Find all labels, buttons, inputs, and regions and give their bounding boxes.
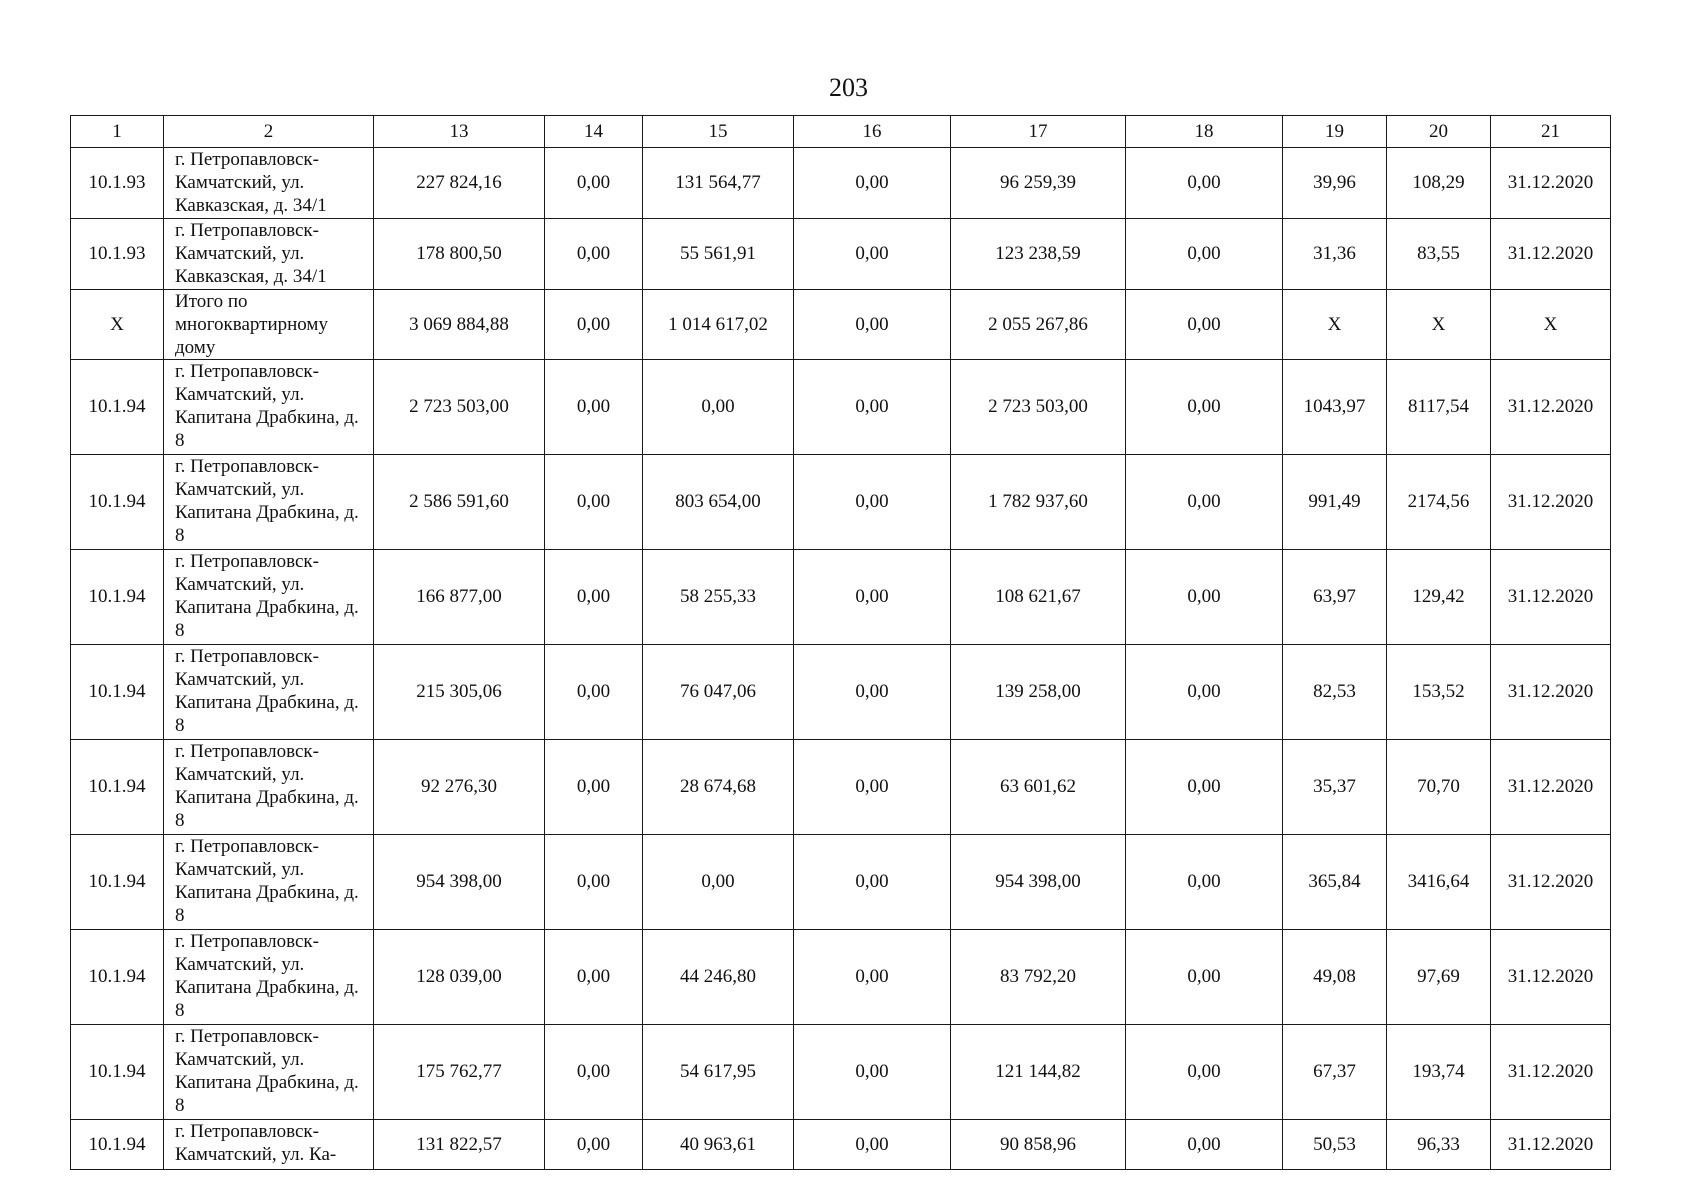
col-13-cell: 128 039,00 [374, 930, 545, 1025]
col-17-cell: 108 621,67 [951, 550, 1126, 645]
col-18-cell: 0,00 [1126, 1025, 1283, 1120]
address-cell: г. Петропавловск-Камчатский, ул. Капитана Драбкина, д. 8 [164, 645, 374, 740]
col-16-cell: 0,00 [794, 740, 951, 835]
header-cell: 2 [164, 116, 374, 148]
address-cell: г. Петропавловск-Камчатский, ул. Капитана Драбкина, д. 8 [164, 550, 374, 645]
col-15-cell: 55 561,91 [643, 219, 794, 290]
col-20-cell: 193,74 [1387, 1025, 1491, 1120]
col-15-cell: 58 255,33 [643, 550, 794, 645]
col-20-cell: 129,42 [1387, 550, 1491, 645]
col-17-cell: 139 258,00 [951, 645, 1126, 740]
row-number-cell: 10.1.94 [71, 1120, 164, 1170]
header-cell: 1 [71, 116, 164, 148]
address-cell: г. Петропавловск-Камчатский, ул. Капитана Драбкина, д. 8 [164, 930, 374, 1025]
col-16-cell: 0,00 [794, 930, 951, 1025]
col-14-cell: 0,00 [545, 835, 643, 930]
address-cell: Итого по многоквартирному дому [164, 290, 374, 360]
col-14-cell: 0,00 [545, 1025, 643, 1120]
col-16-cell: 0,00 [794, 835, 951, 930]
col-15-cell: 131 564,77 [643, 148, 794, 219]
table-row [71, 360, 1611, 455]
col-13-cell: 175 762,77 [374, 1025, 545, 1120]
col-18-cell: 0,00 [1126, 1120, 1283, 1170]
row-number-cell: X [71, 290, 164, 360]
col-14-cell: 0,00 [545, 455, 643, 550]
header-cell: 16 [794, 116, 951, 148]
col-19-cell: 991,49 [1283, 455, 1387, 550]
address-cell: г. Петропавловск-Камчатский, ул. Капитана Драбкина, д. 8 [164, 740, 374, 835]
col-15-cell: 1 014 617,02 [643, 290, 794, 360]
row-number-cell: 10.1.94 [71, 1025, 164, 1120]
col-17-cell: 954 398,00 [951, 835, 1126, 930]
col-19-cell: 39,96 [1283, 148, 1387, 219]
date-cell: 31.12.2020 [1491, 360, 1611, 455]
row-number-cell: 10.1.93 [71, 219, 164, 290]
address-cell: г. Петропавловск-Камчатский, ул. Кавказская, д. 34/1 [164, 219, 374, 290]
col-18-cell: 0,00 [1126, 290, 1283, 360]
address-cell: г. Петропавловск-Камчатский, ул. Кавказская, д. 34/1 [164, 148, 374, 219]
col-16-cell: 0,00 [794, 645, 951, 740]
col-16-cell: 0,00 [794, 219, 951, 290]
col-15-cell: 28 674,68 [643, 740, 794, 835]
col-13-cell: 227 824,16 [374, 148, 545, 219]
date-cell: 31.12.2020 [1491, 930, 1611, 1025]
header-cell: 13 [374, 116, 545, 148]
address-cell: г. Петропавловск-Камчатский, ул. Капитана Драбкина, д. 8 [164, 835, 374, 930]
row-number-cell: 10.1.94 [71, 360, 164, 455]
table-row [71, 740, 1611, 835]
col-17-cell: 2 055 267,86 [951, 290, 1126, 360]
col-14-cell: 0,00 [545, 1120, 643, 1170]
col-20-cell: 153,52 [1387, 645, 1491, 740]
col-19-cell: 31,36 [1283, 219, 1387, 290]
header-cell: 14 [545, 116, 643, 148]
col-15-cell: 44 246,80 [643, 930, 794, 1025]
table-row [71, 455, 1611, 550]
header-cell: 15 [643, 116, 794, 148]
col-15-cell: 0,00 [643, 360, 794, 455]
row-number-cell: 10.1.94 [71, 645, 164, 740]
col-17-cell: 121 144,82 [951, 1025, 1126, 1120]
col-19-cell: 49,08 [1283, 930, 1387, 1025]
col-16-cell: 0,00 [794, 550, 951, 645]
table-row [71, 290, 1611, 360]
table-row [71, 550, 1611, 645]
header-cell: 21 [1491, 116, 1611, 148]
col-13-cell: 178 800,50 [374, 219, 545, 290]
col-15-cell: 76 047,06 [643, 645, 794, 740]
date-cell: 31.12.2020 [1491, 219, 1611, 290]
row-number-cell: 10.1.94 [71, 835, 164, 930]
col-20-cell: 3416,64 [1387, 835, 1491, 930]
col-16-cell: 0,00 [794, 290, 951, 360]
date-cell: 31.12.2020 [1491, 148, 1611, 219]
col-16-cell: 0,00 [794, 1025, 951, 1120]
date-cell: 31.12.2020 [1491, 455, 1611, 550]
col-14-cell: 0,00 [545, 930, 643, 1025]
table-row [71, 835, 1611, 930]
col-14-cell: 0,00 [545, 645, 643, 740]
date-cell: 31.12.2020 [1491, 1025, 1611, 1120]
col-20-cell: 108,29 [1387, 148, 1491, 219]
col-14-cell: 0,00 [545, 740, 643, 835]
col-19-cell: 35,37 [1283, 740, 1387, 835]
col-18-cell: 0,00 [1126, 360, 1283, 455]
address-cell: г. Петропавловск-Камчатский, ул. Капитана Драбкина, д. 8 [164, 455, 374, 550]
col-17-cell: 123 238,59 [951, 219, 1126, 290]
header-cell: 20 [1387, 116, 1491, 148]
col-14-cell: 0,00 [545, 360, 643, 455]
col-17-cell: 1 782 937,60 [951, 455, 1126, 550]
col-13-cell: 215 305,06 [374, 645, 545, 740]
col-17-cell: 63 601,62 [951, 740, 1126, 835]
col-13-cell: 3 069 884,88 [374, 290, 545, 360]
table-body [71, 148, 1611, 1170]
col-14-cell: 0,00 [545, 290, 643, 360]
col-19-cell: X [1283, 290, 1387, 360]
col-13-cell: 954 398,00 [374, 835, 545, 930]
col-20-cell: 2174,56 [1387, 455, 1491, 550]
col-18-cell: 0,00 [1126, 645, 1283, 740]
header-cell: 19 [1283, 116, 1387, 148]
col-20-cell: 8117,54 [1387, 360, 1491, 455]
col-20-cell: 70,70 [1387, 740, 1491, 835]
table-row [71, 219, 1611, 290]
row-number-cell: 10.1.94 [71, 740, 164, 835]
col-14-cell: 0,00 [545, 550, 643, 645]
page-number: 203 [829, 73, 868, 102]
header-cell: 18 [1126, 116, 1283, 148]
col-18-cell: 0,00 [1126, 550, 1283, 645]
table-row [71, 645, 1611, 740]
col-19-cell: 82,53 [1283, 645, 1387, 740]
address-cell: г. Петропавловск-Камчатский, ул. Капитана Драбкина, д. 8 [164, 360, 374, 455]
address-cell: г. Петропавловск-Камчатский, ул. Капитана Драбкина, д. 8 [164, 1025, 374, 1120]
table-header [71, 116, 1611, 148]
date-cell: 31.12.2020 [1491, 1120, 1611, 1170]
col-13-cell: 2 586 591,60 [374, 455, 545, 550]
col-18-cell: 0,00 [1126, 219, 1283, 290]
date-cell: 31.12.2020 [1491, 645, 1611, 740]
col-20-cell: X [1387, 290, 1491, 360]
col-17-cell: 2 723 503,00 [951, 360, 1126, 455]
row-number-cell: 10.1.94 [71, 550, 164, 645]
row-number-cell: 10.1.94 [71, 930, 164, 1025]
row-number-cell: 10.1.93 [71, 148, 164, 219]
col-15-cell: 0,00 [643, 835, 794, 930]
col-17-cell: 90 858,96 [951, 1120, 1126, 1170]
col-20-cell: 97,69 [1387, 930, 1491, 1025]
col-19-cell: 1043,97 [1283, 360, 1387, 455]
col-14-cell: 0,00 [545, 219, 643, 290]
date-cell: 31.12.2020 [1491, 740, 1611, 835]
table-row [71, 148, 1611, 219]
header-row [71, 116, 1611, 148]
col-15-cell: 40 963,61 [643, 1120, 794, 1170]
col-18-cell: 0,00 [1126, 148, 1283, 219]
col-14-cell: 0,00 [545, 148, 643, 219]
col-19-cell: 365,84 [1283, 835, 1387, 930]
table-row [71, 930, 1611, 1025]
col-19-cell: 63,97 [1283, 550, 1387, 645]
date-cell: 31.12.2020 [1491, 550, 1611, 645]
col-15-cell: 803 654,00 [643, 455, 794, 550]
col-13-cell: 92 276,30 [374, 740, 545, 835]
col-16-cell: 0,00 [794, 455, 951, 550]
address-cell: г. Петропавловск-Камчатский, ул. Ка- [164, 1120, 374, 1170]
col-18-cell: 0,00 [1126, 455, 1283, 550]
col-16-cell: 0,00 [794, 1120, 951, 1170]
col-16-cell: 0,00 [794, 148, 951, 219]
col-16-cell: 0,00 [794, 360, 951, 455]
col-13-cell: 166 877,00 [374, 550, 545, 645]
table-row [71, 1025, 1611, 1120]
col-18-cell: 0,00 [1126, 930, 1283, 1025]
data-table [70, 115, 1611, 1170]
col-19-cell: 67,37 [1283, 1025, 1387, 1120]
col-13-cell: 2 723 503,00 [374, 360, 545, 455]
col-17-cell: 96 259,39 [951, 148, 1126, 219]
col-20-cell: 83,55 [1387, 219, 1491, 290]
col-20-cell: 96,33 [1387, 1120, 1491, 1170]
col-18-cell: 0,00 [1126, 835, 1283, 930]
date-cell: 31.12.2020 [1491, 835, 1611, 930]
row-number-cell: 10.1.94 [71, 455, 164, 550]
col-18-cell: 0,00 [1126, 740, 1283, 835]
col-19-cell: 50,53 [1283, 1120, 1387, 1170]
header-cell: 17 [951, 116, 1126, 148]
col-15-cell: 54 617,95 [643, 1025, 794, 1120]
col-17-cell: 83 792,20 [951, 930, 1126, 1025]
date-cell: X [1491, 290, 1611, 360]
col-13-cell: 131 822,57 [374, 1120, 545, 1170]
table-row [71, 1120, 1611, 1170]
